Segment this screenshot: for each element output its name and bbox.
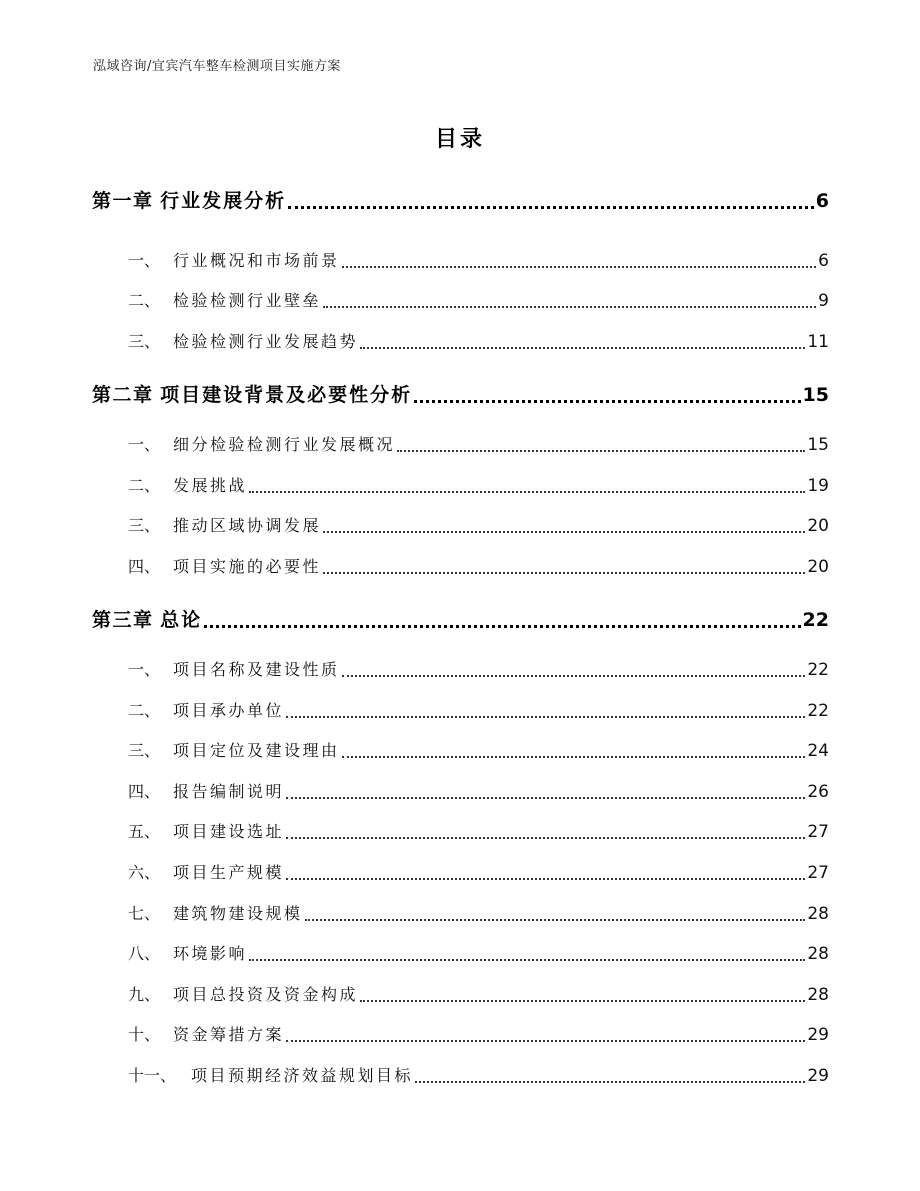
section-number: 二、 bbox=[128, 476, 161, 495]
toc-section[interactable] bbox=[128, 288, 829, 311]
section-number: 五、 bbox=[128, 822, 161, 841]
page-number: 22 bbox=[807, 660, 829, 680]
section-number: 二、 bbox=[128, 291, 161, 310]
page-number: 15 bbox=[802, 384, 829, 406]
toc-section[interactable] bbox=[128, 432, 829, 455]
page-number: 19 bbox=[807, 476, 829, 496]
page-number: 26 bbox=[807, 782, 829, 802]
toc-section[interactable] bbox=[128, 657, 829, 680]
chapter-title: 总论 bbox=[160, 609, 203, 631]
dot-leader bbox=[249, 959, 805, 961]
page-number: 28 bbox=[807, 944, 829, 964]
page-number: 20 bbox=[807, 557, 829, 577]
toc-section[interactable] bbox=[128, 738, 829, 761]
toc-title: 目录 bbox=[434, 127, 485, 152]
dot-leader bbox=[249, 491, 805, 493]
chapter-title: 行业发展分析 bbox=[160, 190, 287, 212]
dot-leader bbox=[342, 266, 817, 268]
section-number: 一、 bbox=[128, 435, 161, 454]
toc-chapter-3[interactable] bbox=[92, 605, 829, 632]
section-title: 资金筹措方案 bbox=[173, 1025, 285, 1044]
page-number: 29 bbox=[807, 1066, 829, 1086]
page-header: 泓域咨询/宜宾汽车整车检测项目实施方案 bbox=[93, 59, 341, 74]
dot-leader bbox=[414, 400, 800, 403]
section-title: 发展挑战 bbox=[173, 476, 248, 495]
chapter-label: 第一章 bbox=[92, 190, 154, 212]
dot-leader bbox=[415, 1081, 805, 1083]
page-number: 9 bbox=[818, 291, 829, 311]
chapter-label: 第二章 bbox=[92, 384, 154, 406]
section-number: 三、 bbox=[128, 516, 161, 535]
section-number: 九、 bbox=[128, 985, 161, 1004]
section-title: 检验检测行业壁垒 bbox=[173, 291, 322, 310]
dot-leader bbox=[323, 572, 805, 574]
page-number: 11 bbox=[807, 332, 829, 352]
page-number: 22 bbox=[807, 701, 829, 721]
section-title: 项目建设选址 bbox=[173, 822, 285, 841]
chapter-title: 项目建设背景及必要性分析 bbox=[160, 384, 413, 406]
section-title: 项目定位及建设理由 bbox=[173, 741, 340, 760]
dot-leader bbox=[286, 1040, 805, 1042]
dot-leader bbox=[288, 206, 814, 209]
dot-leader bbox=[342, 756, 806, 758]
dot-leader bbox=[286, 878, 805, 880]
section-title: 细分检验检测行业发展概况 bbox=[173, 435, 396, 454]
toc-section[interactable] bbox=[128, 819, 829, 842]
section-title: 建筑物建设规模 bbox=[173, 904, 303, 923]
section-title: 项目名称及建设性质 bbox=[173, 660, 340, 679]
toc-section[interactable] bbox=[128, 473, 829, 496]
section-number: 四、 bbox=[128, 557, 161, 576]
page-number: 27 bbox=[807, 822, 829, 842]
section-number: 一、 bbox=[128, 251, 161, 270]
section-title: 项目总投资及资金构成 bbox=[173, 985, 359, 1004]
toc-section[interactable] bbox=[128, 248, 829, 271]
page-number: 28 bbox=[807, 904, 829, 924]
section-title: 项目实施的必要性 bbox=[173, 557, 322, 576]
toc-section[interactable] bbox=[128, 329, 829, 352]
section-number: 八、 bbox=[128, 944, 161, 963]
toc-section[interactable] bbox=[128, 698, 829, 721]
dot-leader bbox=[204, 625, 800, 628]
page-number: 29 bbox=[807, 1025, 829, 1045]
toc-section[interactable] bbox=[128, 901, 829, 924]
section-title: 报告编制说明 bbox=[173, 782, 285, 801]
toc-section[interactable] bbox=[128, 554, 829, 577]
section-number: 一、 bbox=[128, 660, 161, 679]
page-number: 20 bbox=[807, 516, 829, 536]
toc-chapter-2[interactable] bbox=[92, 380, 829, 407]
page-number: 6 bbox=[815, 190, 829, 212]
section-title: 推动区域协调发展 bbox=[173, 516, 322, 535]
page-number: 22 bbox=[802, 609, 829, 631]
toc-section[interactable] bbox=[128, 941, 829, 964]
dot-leader bbox=[286, 837, 805, 839]
section-number: 二、 bbox=[128, 701, 161, 720]
dot-leader bbox=[305, 919, 806, 921]
section-number: 十一、 bbox=[128, 1066, 177, 1085]
toc-section[interactable] bbox=[128, 1063, 829, 1086]
toc-section[interactable] bbox=[128, 982, 829, 1005]
dot-leader bbox=[397, 450, 805, 452]
section-title: 检验检测行业发展趋势 bbox=[173, 332, 359, 351]
section-number: 三、 bbox=[128, 332, 161, 351]
section-number: 十、 bbox=[128, 1025, 161, 1044]
section-title: 行业概况和市场前景 bbox=[173, 251, 340, 270]
toc-section[interactable] bbox=[128, 1022, 829, 1045]
chapter-label: 第三章 bbox=[92, 609, 154, 631]
section-number: 三、 bbox=[128, 741, 161, 760]
toc-section[interactable] bbox=[128, 860, 829, 883]
page-number: 6 bbox=[818, 251, 829, 271]
page-number: 27 bbox=[807, 863, 829, 883]
dot-leader bbox=[342, 675, 806, 677]
page-number: 15 bbox=[807, 435, 829, 455]
toc-chapter-1[interactable] bbox=[92, 186, 829, 213]
section-number: 六、 bbox=[128, 863, 161, 882]
dot-leader bbox=[323, 531, 805, 533]
toc-section[interactable] bbox=[128, 779, 829, 802]
section-title: 项目生产规模 bbox=[173, 863, 285, 882]
dot-leader bbox=[323, 306, 816, 308]
section-number: 四、 bbox=[128, 782, 161, 801]
toc-section[interactable] bbox=[128, 513, 829, 536]
section-title: 项目预期经济效益规划目标 bbox=[191, 1066, 414, 1085]
section-title: 环境影响 bbox=[173, 944, 248, 963]
page-number: 24 bbox=[807, 741, 829, 761]
section-title: 项目承办单位 bbox=[173, 701, 285, 720]
dot-leader bbox=[286, 797, 805, 799]
dot-leader bbox=[286, 716, 805, 718]
section-number: 七、 bbox=[128, 904, 161, 923]
dot-leader bbox=[360, 1000, 805, 1002]
dot-leader bbox=[360, 347, 805, 349]
page-number: 28 bbox=[807, 985, 829, 1005]
